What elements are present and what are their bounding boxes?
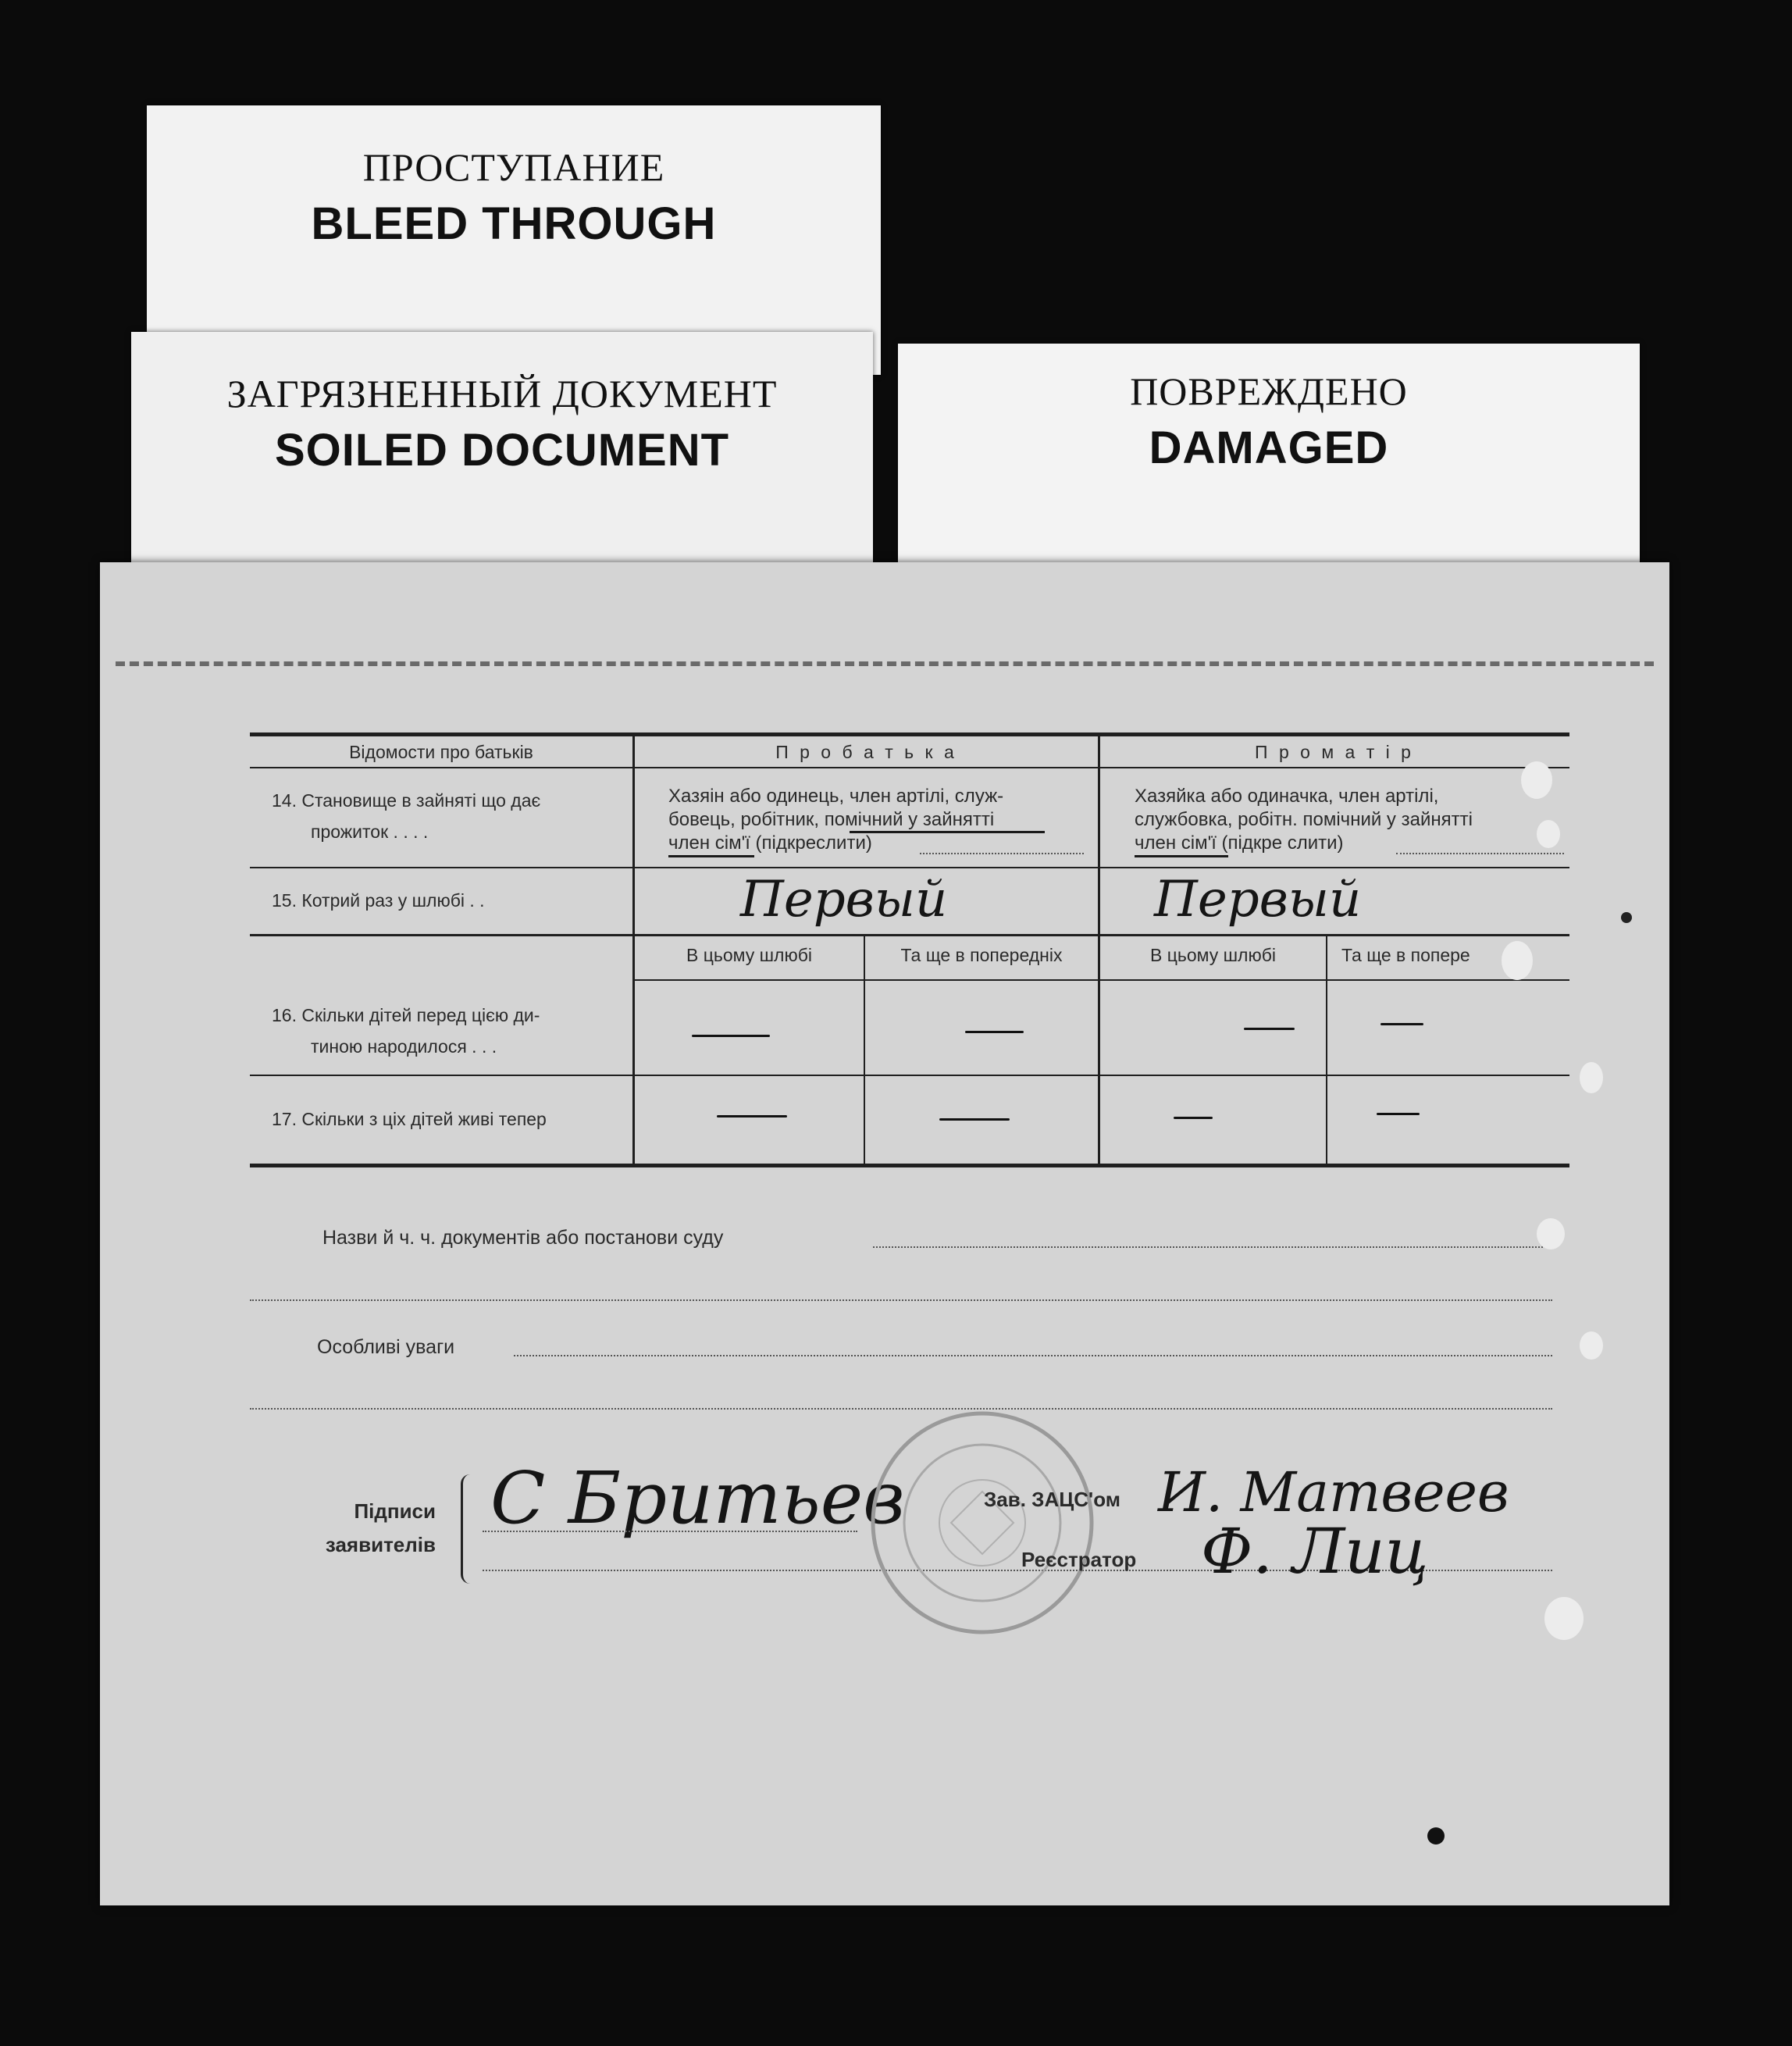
col-divider-m bbox=[1326, 936, 1327, 1165]
damage-hole bbox=[1537, 1218, 1565, 1249]
row16-father-this-dash bbox=[692, 1035, 770, 1037]
damaged-ru: ПОВРЕЖДЕНО bbox=[1130, 369, 1408, 413]
row17-mother-this-dash bbox=[1174, 1117, 1213, 1119]
row14-father-2: бовець, робітник, помічний у зайнятті bbox=[668, 809, 995, 830]
underline-helper bbox=[850, 831, 1045, 833]
row17-father-this-dash bbox=[717, 1115, 787, 1117]
damage-hole bbox=[1544, 1597, 1584, 1640]
header-about-mother: П р о м а т і р bbox=[1255, 742, 1414, 762]
subheader-father-this: В цьому шлюбі bbox=[686, 945, 813, 965]
row14-father-1: Хазяін або одинець, член артілі, служ- bbox=[668, 786, 1004, 807]
soiled-document-slip bbox=[131, 332, 873, 593]
header-parents-info: Відомости про батьків bbox=[349, 742, 533, 762]
head-label: Зав. ЗАЦС'ом bbox=[984, 1488, 1120, 1511]
subheader-father-prev: Та ще в попередніх bbox=[900, 945, 1063, 965]
official-stamp bbox=[865, 1406, 1099, 1640]
applicants-label-1: Підписи bbox=[354, 1499, 436, 1523]
row17-mother-prev-dash bbox=[1377, 1113, 1420, 1115]
row15-father-value: Первый bbox=[740, 871, 948, 929]
row14-label-1: 14. Становище в зайняті що дає bbox=[272, 790, 541, 811]
documents-dotline-1 bbox=[873, 1246, 1552, 1248]
row14-mother-dotline bbox=[1396, 853, 1564, 854]
row17-father-prev-dash bbox=[939, 1118, 1010, 1121]
row14-father-dotline bbox=[920, 853, 1084, 854]
row14-label-2: прожиток . . . . bbox=[311, 822, 429, 842]
bleed-through-en: BLEED THROUGH bbox=[311, 198, 717, 249]
row16-label-1: 16. Скільки дітей перед цією ди- bbox=[272, 1005, 540, 1025]
damaged-slip bbox=[898, 344, 1640, 593]
documents-dotline-2 bbox=[250, 1299, 1552, 1301]
table-top-border bbox=[250, 732, 1569, 736]
row14-mother-3: член сім'ї (підкре слити) bbox=[1135, 832, 1344, 854]
damage-hole bbox=[1580, 1062, 1603, 1093]
bleed-through-ru: ПРОСТУПАНИЕ bbox=[362, 145, 665, 189]
table-bottom-border bbox=[250, 1164, 1569, 1167]
damage-hole bbox=[1537, 820, 1560, 848]
damage-spot bbox=[1621, 912, 1632, 923]
row17-label: 17. Скільки з ціх дітей живі тепер bbox=[272, 1109, 547, 1129]
signature-dotline-1 bbox=[483, 1531, 857, 1532]
subheader-underline bbox=[632, 979, 1569, 981]
row14-underline bbox=[250, 867, 1569, 868]
row15-underline bbox=[250, 934, 1569, 936]
row14-father-3: член сім'ї (підкреслити) bbox=[668, 832, 872, 854]
damaged-en: DAMAGED bbox=[1149, 422, 1389, 473]
damage-hole bbox=[1502, 941, 1533, 980]
damage-hole bbox=[1580, 1331, 1603, 1360]
row14-mother-2: службовка, робітн. помічний у зайнятті bbox=[1135, 809, 1473, 830]
row16-label-2: тиною народилося . . . bbox=[311, 1036, 497, 1057]
subheader-mother-this: В цьому шлюбі bbox=[1149, 945, 1277, 965]
row16-father-prev-dash bbox=[965, 1031, 1024, 1033]
row16-underline bbox=[250, 1075, 1569, 1076]
applicant-signature: С Бритьев bbox=[490, 1456, 905, 1540]
subheader-mother-prev: Та ще в попере bbox=[1341, 945, 1470, 965]
applicants-label-2: заявителів bbox=[325, 1533, 436, 1556]
row15-label: 15. Котрий раз у шлюбі . . bbox=[272, 890, 485, 911]
registrar-signature: Ф. Лиц bbox=[1201, 1515, 1429, 1588]
row16-mother-this-dash bbox=[1244, 1028, 1295, 1030]
applicants-brace bbox=[461, 1474, 474, 1584]
remarks-label: Особливі уваги bbox=[317, 1336, 455, 1358]
soiled-document-en: SOILED DOCUMENT bbox=[274, 425, 730, 476]
row14-mother-1: Хазяйка або одиначка, член артілі, bbox=[1135, 786, 1439, 807]
remarks-dotline-1 bbox=[514, 1355, 1552, 1356]
underline-member bbox=[668, 855, 754, 857]
header-about-father: П р о б а т ь к а bbox=[775, 742, 957, 762]
damage-hole bbox=[1521, 761, 1552, 799]
col-divider-f bbox=[864, 936, 865, 1165]
head-signature: И. Матвеев bbox=[1158, 1460, 1509, 1524]
soiled-document-ru: ЗАГРЯЗНЕННЫЙ ДОКУМЕНТ bbox=[226, 372, 778, 415]
row15-mother-value: Первый bbox=[1154, 871, 1362, 929]
registration-form bbox=[100, 562, 1669, 1905]
documents-label: Назви й ч. ч. документів або постанови суду bbox=[322, 1227, 724, 1249]
registrar-label: Реєстратор bbox=[1021, 1548, 1137, 1571]
perforation-line bbox=[116, 661, 1654, 666]
underline-member-m bbox=[1135, 855, 1228, 857]
row16-mother-prev-dash bbox=[1381, 1023, 1423, 1025]
damage-spot bbox=[1427, 1827, 1445, 1845]
header-underline bbox=[250, 767, 1569, 768]
